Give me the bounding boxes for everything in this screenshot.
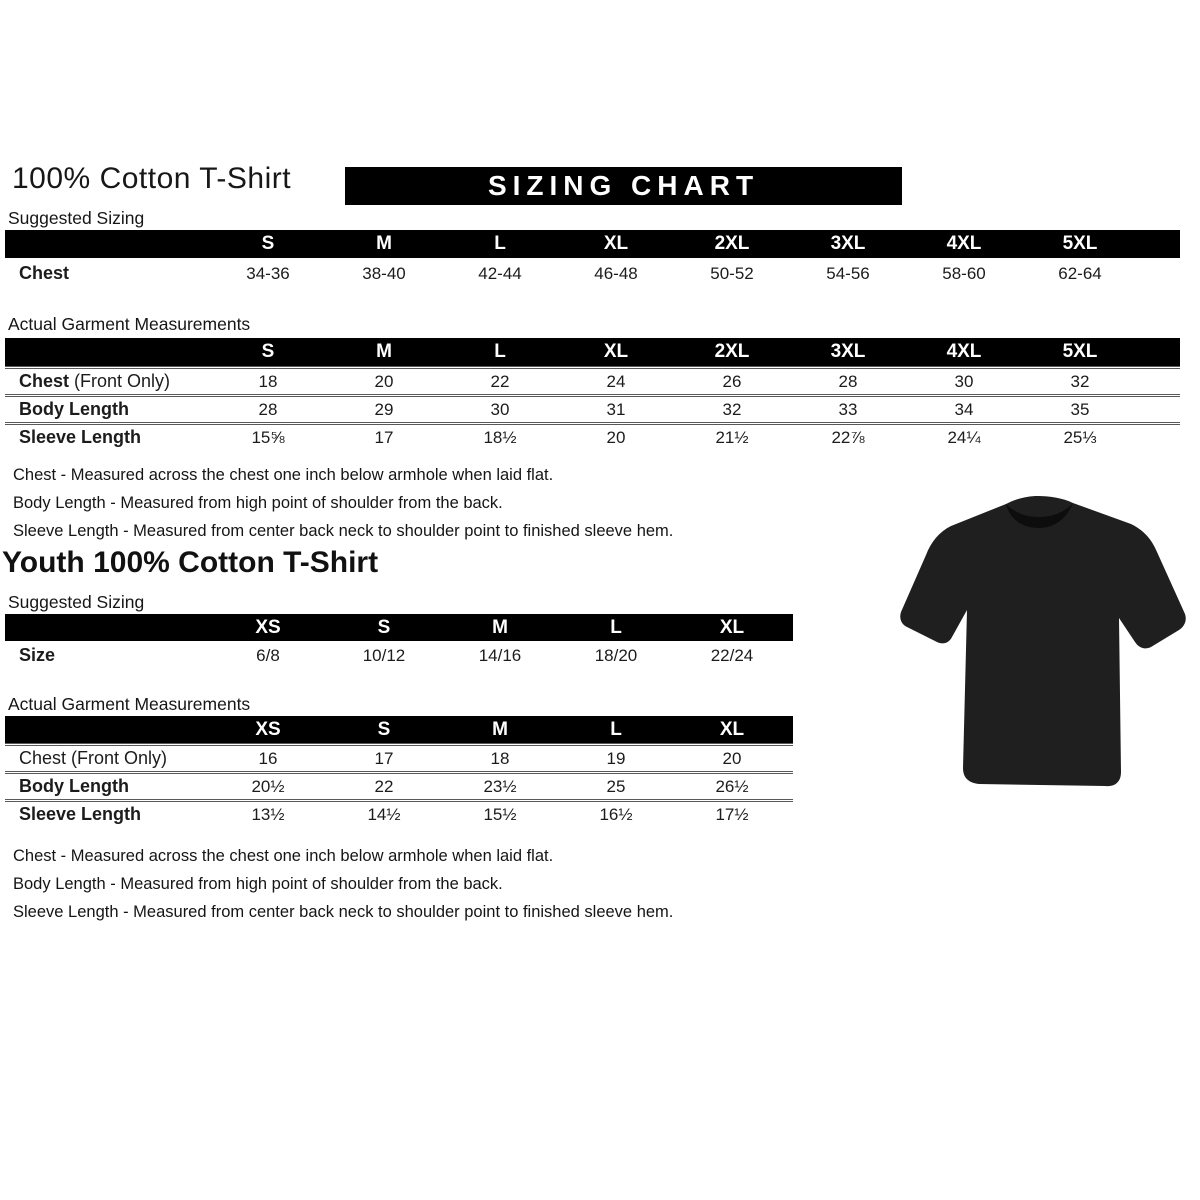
- size-column-header: S: [261, 233, 275, 254]
- measurement-value: 18/20: [594, 645, 638, 665]
- measurement-value: 16½: [599, 804, 633, 824]
- size-column-header: XL: [603, 341, 629, 362]
- measurement-value: 17: [374, 427, 394, 447]
- size-column-header: 2XL: [714, 233, 750, 254]
- size-column-header: 2XL: [714, 341, 750, 362]
- measurement-row: [5, 422, 1180, 450]
- measurement-value: 24¼: [947, 427, 981, 447]
- measurement-value: 54-56: [826, 263, 870, 283]
- note-line: Chest - Measured across the chest one inch below armhole when laid flat.: [13, 847, 554, 865]
- note-line: Chest - Measured across the chest one inch below armhole when laid flat.: [13, 466, 554, 484]
- size-column-header: M: [492, 616, 508, 638]
- size-column-header: S: [377, 616, 391, 638]
- measurement-value: 14½: [367, 804, 401, 824]
- measurement-value: 33: [838, 399, 858, 419]
- measurement-value: 50-52: [710, 263, 754, 283]
- measurement-value: 18: [490, 748, 510, 768]
- measurement-value: 42-44: [478, 263, 522, 283]
- youth-measurement-notes: [13, 842, 673, 926]
- note-line: Sleeve Length - Measured from center back neck to shoulder point to finished sleeve hem.: [13, 522, 674, 540]
- measurement-value: 22: [374, 776, 394, 796]
- tshirt-body: [900, 496, 1186, 786]
- size-column-header: XL: [603, 233, 629, 254]
- size-column-header: XS: [255, 718, 281, 740]
- size-column-header: M: [376, 233, 392, 254]
- measurement-value: 30: [954, 371, 974, 391]
- table-header-row: [5, 716, 793, 743]
- table-header-row: [5, 230, 1180, 258]
- note-line: Sleeve Length - Measured from center back neck to shoulder point to finished sleeve hem.: [13, 903, 674, 921]
- row-label-text: Size: [19, 645, 56, 665]
- row-label: [5, 427, 210, 448]
- measurement-value: 25: [606, 776, 626, 796]
- measurement-value: 26½: [715, 776, 749, 796]
- measurement-row: [5, 771, 793, 799]
- table-header-row: [5, 614, 793, 641]
- size-column-header: L: [494, 233, 506, 254]
- adult-actual-measurements-label: Actual Garment Measurements: [8, 314, 251, 334]
- measurement-value: 30: [490, 399, 510, 419]
- measurement-value: 22: [490, 371, 510, 391]
- row-label: [5, 399, 210, 420]
- measurement-value: 20: [374, 371, 394, 391]
- measurement-value: 20½: [251, 776, 285, 796]
- measurement-row: [5, 743, 793, 771]
- size-column-header: XS: [255, 616, 281, 638]
- measurement-row: [5, 394, 1180, 422]
- measurement-value: 46-48: [594, 263, 638, 283]
- measurement-value: 18: [258, 371, 278, 391]
- measurement-value: 24: [606, 371, 626, 391]
- row-label-text: Body Length: [19, 399, 129, 419]
- size-column-header: M: [492, 718, 508, 740]
- sizing-chart-banner: SIZING CHART: [345, 167, 902, 205]
- measurement-row: [5, 641, 793, 670]
- youth-actual-measurements-table: [5, 716, 793, 827]
- size-column-header: M: [376, 341, 392, 362]
- size-column-header: XL: [719, 616, 745, 638]
- row-label-suffix: (Front Only): [69, 371, 171, 391]
- measurement-value: 38-40: [362, 263, 406, 283]
- measurement-value: 22⅞: [831, 427, 865, 447]
- row-label: [5, 263, 210, 284]
- measurement-row: [5, 258, 1180, 289]
- youth-section-title: Youth 100% Cotton T-Shirt: [2, 546, 379, 579]
- measurement-value: 32: [1070, 371, 1090, 391]
- adult-section-title: 100% Cotton T-Shirt: [12, 162, 292, 195]
- measurement-value: 58-60: [942, 263, 986, 283]
- table-header-row: [5, 338, 1180, 366]
- row-label: [5, 804, 210, 825]
- measurement-value: 17½: [715, 804, 749, 824]
- adult-suggested-sizing-table: [5, 230, 1180, 289]
- row-label: [5, 776, 210, 797]
- size-column-header: S: [261, 341, 275, 362]
- measurement-value: 23½: [483, 776, 517, 796]
- measurement-value: 14/16: [478, 645, 522, 665]
- youth-suggested-sizing-label: Suggested Sizing: [8, 592, 145, 612]
- measurement-value: 20: [606, 427, 626, 447]
- size-column-header: S: [377, 718, 391, 740]
- size-column-header: XL: [719, 718, 745, 740]
- measurement-value: 32: [722, 399, 742, 419]
- row-label: [5, 371, 210, 392]
- measurement-value: 16: [258, 748, 278, 768]
- size-column-header: 4XL: [946, 341, 982, 362]
- note-line: Body Length - Measured from high point of shoulder from the back.: [13, 875, 503, 893]
- row-label: [5, 748, 210, 769]
- measurement-value: 13½: [251, 804, 285, 824]
- size-column-header: 5XL: [1062, 233, 1098, 254]
- measurement-row: [5, 366, 1180, 394]
- measurement-value: 31: [606, 399, 626, 419]
- size-column-header: 4XL: [946, 233, 982, 254]
- measurement-value: 18½: [483, 427, 517, 447]
- measurement-value: 34-36: [246, 263, 290, 283]
- size-column-header: L: [494, 341, 506, 362]
- size-column-header: L: [610, 616, 622, 638]
- measurement-value: 28: [838, 371, 858, 391]
- measurement-value: 62-64: [1058, 263, 1102, 283]
- size-column-header: 3XL: [830, 233, 866, 254]
- row-label-text: Sleeve Length: [19, 427, 142, 447]
- adult-actual-measurements-table: [5, 338, 1180, 450]
- measurement-value: 25⅓: [1063, 427, 1097, 447]
- black-tshirt-image: [893, 490, 1193, 805]
- measurement-value: 6/8: [256, 645, 280, 665]
- note-line: Body Length - Measured from high point of shoulder from the back.: [13, 494, 503, 512]
- row-label: [5, 645, 210, 666]
- measurement-value: 17: [374, 748, 394, 768]
- row-label-text: Sleeve Length: [19, 804, 142, 824]
- measurement-value: 22/24: [710, 645, 754, 665]
- size-column-header: L: [610, 718, 622, 740]
- measurement-value: 21½: [715, 427, 749, 447]
- measurement-value: 35: [1070, 399, 1090, 419]
- measurement-row: [5, 799, 793, 827]
- row-label-text: Chest: [19, 371, 70, 391]
- measurement-value: 28: [258, 399, 278, 419]
- size-column-header: 3XL: [830, 341, 866, 362]
- youth-suggested-sizing-table: [5, 614, 793, 670]
- measurement-value: 26: [722, 371, 742, 391]
- measurement-value: 20: [722, 748, 742, 768]
- youth-actual-measurements-label: Actual Garment Measurements: [8, 694, 251, 714]
- adult-suggested-sizing-label: Suggested Sizing: [8, 208, 145, 228]
- measurement-value: 10/12: [362, 645, 406, 665]
- measurement-value: 34: [954, 399, 974, 419]
- row-label-text: Body Length: [19, 776, 129, 796]
- size-column-header: 5XL: [1062, 341, 1098, 362]
- tshirt-silhouette: [893, 490, 1193, 805]
- measurement-value: 19: [606, 748, 626, 768]
- measurement-value: 15½: [483, 804, 517, 824]
- row-label-text: Chest (Front Only): [19, 748, 168, 768]
- adult-measurement-notes: [13, 461, 673, 545]
- measurement-value: 15⅝: [251, 427, 285, 447]
- row-label-text: Chest: [19, 263, 70, 283]
- measurement-value: 29: [374, 399, 394, 419]
